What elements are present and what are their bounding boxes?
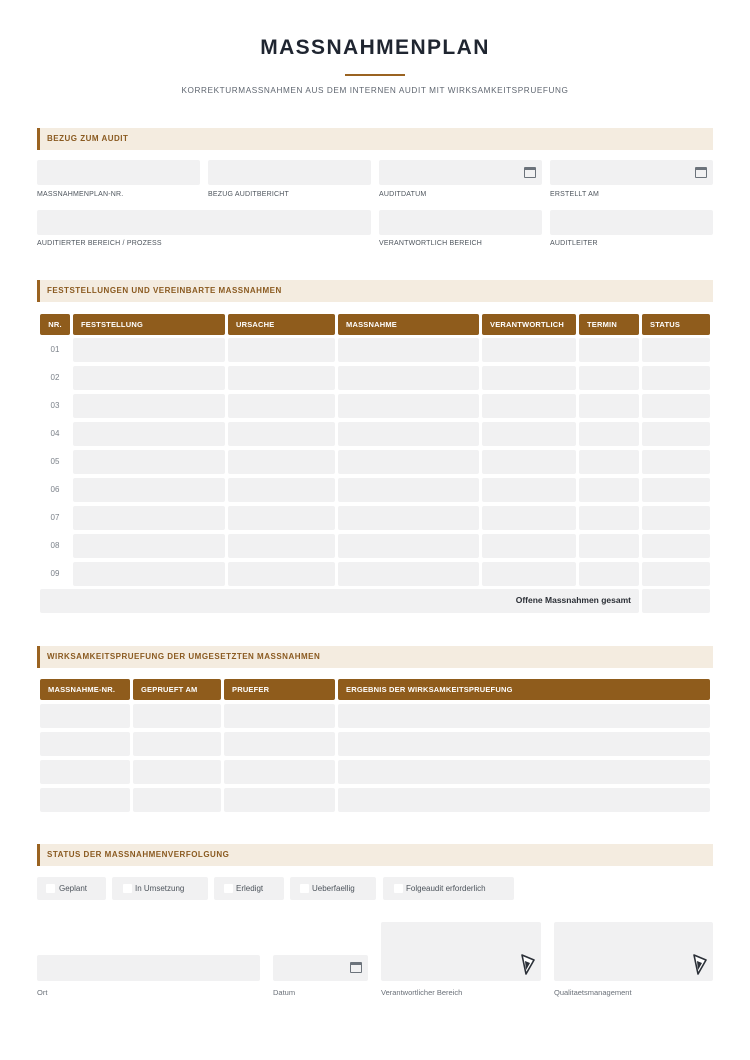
cell-ursache[interactable]: [228, 394, 335, 418]
signature-responsible-label: Verantwortlicher Bereich: [381, 988, 463, 997]
section-effectiveness-header: WIRKSAMKEITSPRUEFUNG DER UMGESETZTEN MASSNAHMEN: [37, 646, 713, 668]
cell-massnahme[interactable]: [338, 534, 479, 558]
status-option-label: In Umsetzung: [135, 884, 185, 893]
row-number: 08: [50, 541, 60, 550]
audit-lead-label: AUDITLEITER: [550, 240, 598, 247]
col-header-feststellung: FESTSTELLUNG: [73, 314, 225, 335]
page-title: MASSNAHMENPLAN: [260, 36, 490, 59]
cell-ursache[interactable]: [228, 478, 335, 502]
status-option-ueberfaellig[interactable]: [290, 877, 376, 900]
col-header-verantwortlich: VERANTWORTLICH: [482, 314, 576, 335]
col-header-geprueft-am: GEPRUEFT AM: [133, 679, 221, 700]
cell-termin[interactable]: [579, 422, 639, 446]
checkbox[interactable]: [300, 884, 309, 893]
row-number: 05: [50, 457, 60, 466]
cell-ursache[interactable]: [228, 338, 335, 362]
cell-verantwortlich[interactable]: [482, 478, 576, 502]
section-audit-header: BEZUG ZUM AUDIT: [37, 128, 713, 150]
cell-massnahme[interactable]: [338, 478, 479, 502]
cell-massnahme[interactable]: [338, 422, 479, 446]
col-header-ursache: URSACHE: [228, 314, 335, 335]
cell-geprueft-am[interactable]: [133, 760, 221, 784]
created-date-label: ERSTELLT AM: [550, 191, 600, 198]
cell-pruefer[interactable]: [224, 760, 335, 784]
audit-lead-field[interactable]: [550, 210, 713, 235]
signature-pen-icon: [693, 954, 707, 976]
cell-ergebnis[interactable]: [338, 704, 710, 728]
cell-verantwortlich[interactable]: [482, 338, 576, 362]
cell-feststellung[interactable]: [73, 562, 225, 586]
date-field[interactable]: [273, 955, 368, 981]
cell-geprueft-am[interactable]: [133, 732, 221, 756]
responsible-area-label: VERANTWORTLICH BEREICH: [379, 240, 483, 247]
cell-termin[interactable]: [579, 506, 639, 530]
cell-status[interactable]: [642, 422, 710, 446]
row-number: 04: [50, 429, 60, 438]
cell-ursache[interactable]: [228, 366, 335, 390]
audited-area-label: AUDITIERTER BEREICH / PROZESS: [37, 240, 162, 247]
col-header-nr: NR.: [40, 314, 70, 335]
checkbox[interactable]: [123, 884, 132, 893]
status-option-folgeaudit[interactable]: [383, 877, 514, 900]
calendar-icon[interactable]: [350, 962, 362, 973]
audited-area-field[interactable]: [37, 210, 371, 235]
cell-feststellung[interactable]: [73, 450, 225, 474]
col-header-ergebnis: ERGEBNIS DER WIRKSAMKEITSPRUEFUNG: [338, 679, 710, 700]
checkbox[interactable]: [224, 884, 233, 893]
cell-verantwortlich[interactable]: [482, 366, 576, 390]
cell-ergebnis[interactable]: [338, 788, 710, 812]
cell-termin[interactable]: [579, 562, 639, 586]
status-option-geplant[interactable]: [37, 877, 106, 900]
col-header-status: STATUS: [642, 314, 710, 335]
status-option-label: Folgeaudit erforderlich: [406, 884, 486, 893]
section-status-header: STATUS DER MASSNAHMENVERFOLGUNG: [37, 844, 713, 866]
cell-verantwortlich[interactable]: [482, 534, 576, 558]
place-field[interactable]: [37, 955, 260, 981]
audit-date-field[interactable]: [379, 160, 542, 185]
total-open-field[interactable]: [642, 589, 710, 613]
row-number: 01: [50, 345, 60, 354]
cell-verantwortlich[interactable]: [482, 394, 576, 418]
page-subtitle: KORREKTURMASSNAHMEN AUS DEM INTERNEN AUDIT MIT WIRKSAMKEITSPRUEFUNG: [181, 86, 569, 95]
col-header-pruefer: PRUEFER: [224, 679, 335, 700]
cell-massnahme[interactable]: [338, 562, 479, 586]
cell-verantwortlich[interactable]: [482, 422, 576, 446]
col-header-massnahme-nr: MASSNAHME-NR.: [40, 679, 130, 700]
cell-status[interactable]: [642, 534, 710, 558]
cell-ursache[interactable]: [228, 450, 335, 474]
created-date-field[interactable]: [550, 160, 713, 185]
cell-massnahme[interactable]: [338, 366, 479, 390]
cell-massnahme[interactable]: [338, 506, 479, 530]
audit-date-label: AUDITDATUM: [379, 191, 427, 198]
cell-feststellung[interactable]: [73, 506, 225, 530]
cell-geprueft-am[interactable]: [133, 788, 221, 812]
audit-report-field[interactable]: [208, 160, 371, 185]
status-option-label: Erledigt: [236, 884, 264, 893]
cell-termin[interactable]: [579, 534, 639, 558]
plan-nr-label: MASSNAHMENPLAN-NR.: [37, 191, 124, 198]
responsible-area-field[interactable]: [379, 210, 542, 235]
place-label: Ort: [37, 988, 48, 997]
calendar-icon[interactable]: [695, 167, 707, 178]
cell-ursache[interactable]: [228, 534, 335, 558]
calendar-icon[interactable]: [524, 167, 536, 178]
cell-verantwortlich[interactable]: [482, 562, 576, 586]
row-number: 06: [50, 485, 60, 494]
row-number: 07: [50, 513, 60, 522]
cell-status[interactable]: [642, 338, 710, 362]
cell-termin[interactable]: [579, 450, 639, 474]
cell-massnahme[interactable]: [338, 450, 479, 474]
checkbox[interactable]: [46, 884, 55, 893]
title-divider: [345, 74, 405, 76]
cell-massnahme-nr[interactable]: [40, 788, 130, 812]
cell-status[interactable]: [642, 450, 710, 474]
cell-pruefer[interactable]: [224, 704, 335, 728]
col-header-massnahme: MASSNAHME: [338, 314, 479, 335]
cell-ergebnis[interactable]: [338, 732, 710, 756]
cell-verantwortlich[interactable]: [482, 450, 576, 474]
cell-massnahme-nr[interactable]: [40, 760, 130, 784]
cell-status[interactable]: [642, 478, 710, 502]
date-label: Datum: [273, 988, 296, 997]
cell-termin[interactable]: [579, 478, 639, 502]
total-open-label: Offene Massnahmen gesamt: [515, 595, 631, 605]
cell-status[interactable]: [642, 394, 710, 418]
signature-qm-field[interactable]: [554, 922, 713, 981]
cell-verantwortlich[interactable]: [482, 506, 576, 530]
col-header-termin: TERMIN: [579, 314, 639, 335]
row-number: 02: [50, 373, 60, 382]
cell-pruefer[interactable]: [224, 732, 335, 756]
cell-pruefer[interactable]: [224, 788, 335, 812]
cell-massnahme[interactable]: [338, 338, 479, 362]
cell-massnahme-nr[interactable]: [40, 704, 130, 728]
section-findings-header: FESTSTELLUNGEN UND VEREINBARTE MASSNAHMEN: [37, 280, 713, 302]
cell-status[interactable]: [642, 562, 710, 586]
cell-massnahme-nr[interactable]: [40, 732, 130, 756]
audit-report-label: BEZUG AUDITBERICHT: [208, 191, 289, 198]
row-number: 09: [50, 569, 60, 578]
cell-feststellung[interactable]: [73, 422, 225, 446]
cell-termin[interactable]: [579, 366, 639, 390]
cell-geprueft-am[interactable]: [133, 704, 221, 728]
row-number: 03: [50, 401, 60, 410]
status-option-label: Ueberfaellig: [312, 884, 355, 893]
cell-feststellung[interactable]: [73, 338, 225, 362]
cell-massnahme[interactable]: [338, 394, 479, 418]
signature-qm-label: Qualitaetsmanagement: [554, 988, 632, 997]
status-option-label: Geplant: [59, 884, 88, 893]
cell-feststellung[interactable]: [73, 478, 225, 502]
status-option-in-umsetzung[interactable]: [112, 877, 208, 900]
cell-status[interactable]: [642, 506, 710, 530]
cell-status[interactable]: [642, 366, 710, 390]
cell-feststellung[interactable]: [73, 534, 225, 558]
cell-ergebnis[interactable]: [338, 760, 710, 784]
cell-feststellung[interactable]: [73, 394, 225, 418]
status-option-erledigt[interactable]: [214, 877, 284, 900]
cell-feststellung[interactable]: [73, 366, 225, 390]
signature-pen-icon: [521, 954, 535, 976]
plan-nr-field[interactable]: [37, 160, 200, 185]
cell-ursache[interactable]: [228, 422, 335, 446]
cell-termin[interactable]: [579, 394, 639, 418]
checkbox[interactable]: [394, 884, 403, 893]
signature-responsible-field[interactable]: [381, 922, 541, 981]
cell-ursache[interactable]: [228, 562, 335, 586]
cell-termin[interactable]: [579, 338, 639, 362]
cell-ursache[interactable]: [228, 506, 335, 530]
